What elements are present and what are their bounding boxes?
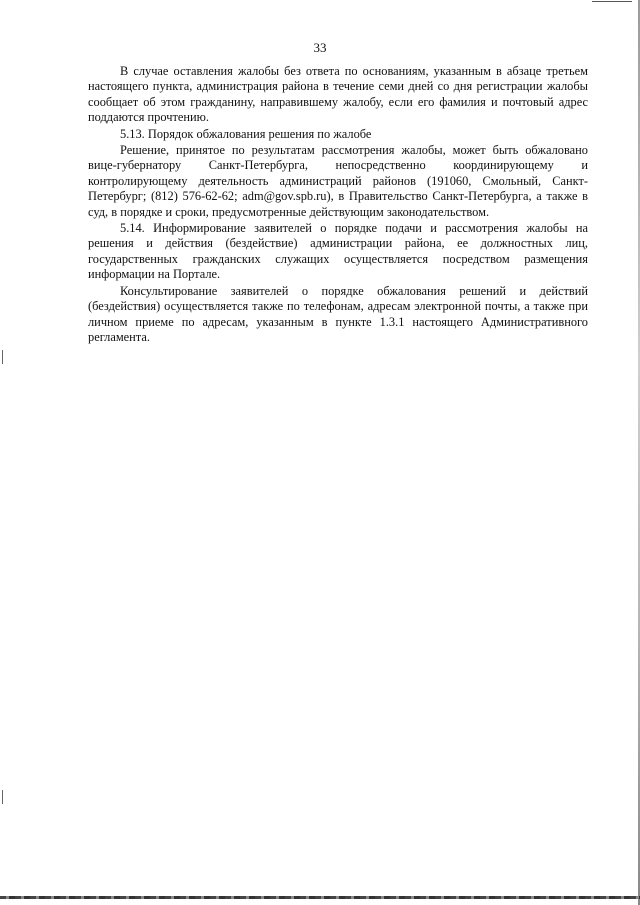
scan-mark-left <box>2 790 3 804</box>
paragraph-appeal-decision: Решение, принятое по результатам рассмотрения жалобы, может быть обжаловано вице-губернатору Санкт-Петербурга, непосредственно координирующему и контролирующему деятельность администраций районов (191060, Смольный, Санкт-Петербург; (812) 576-62-62; adm@gov.spb.ru), в Правительство Санкт-Петербурга, а также в суд, в порядке и сроки, предусмотренные действующим законодательством. <box>88 143 588 219</box>
scan-edge-bottom <box>0 896 640 899</box>
scan-edge-top <box>592 1 632 2</box>
scan-mark-left <box>2 350 3 364</box>
page-number: 33 <box>313 40 327 55</box>
section-heading-5-13: 5.13. Порядок обжалования решения по жалобе <box>120 126 372 141</box>
paragraph-consultation: Консультирование заявителей о порядке обжалования решений и действий (бездействия) осуществляется также по телефонам, адресам электронной почты, а также при личном приеме по адресам, указанным в пункте 1.3.1 настоящего Административного регламента. <box>88 283 588 344</box>
paragraph-5-14-informing: 5.14. Информирование заявителей о порядке подачи и рассмотрения жалобы на решения и действия (бездействие) администрации района, ее должностных лиц, государственных гражданских служащих осуществляется посредством размещения информации на Портале. <box>88 221 588 282</box>
paragraph-complaint-no-answer: В случае оставления жалобы без ответа по основаниям, указанным в абзаце третьем настоящего пункта, администрация района в течение семи дней со дня регистрации жалобы сообщает об этом гражданину, направившему жалобу, если его фамилия и почтовый адрес поддаются прочтению. <box>88 64 588 125</box>
document-body <box>88 64 588 345</box>
